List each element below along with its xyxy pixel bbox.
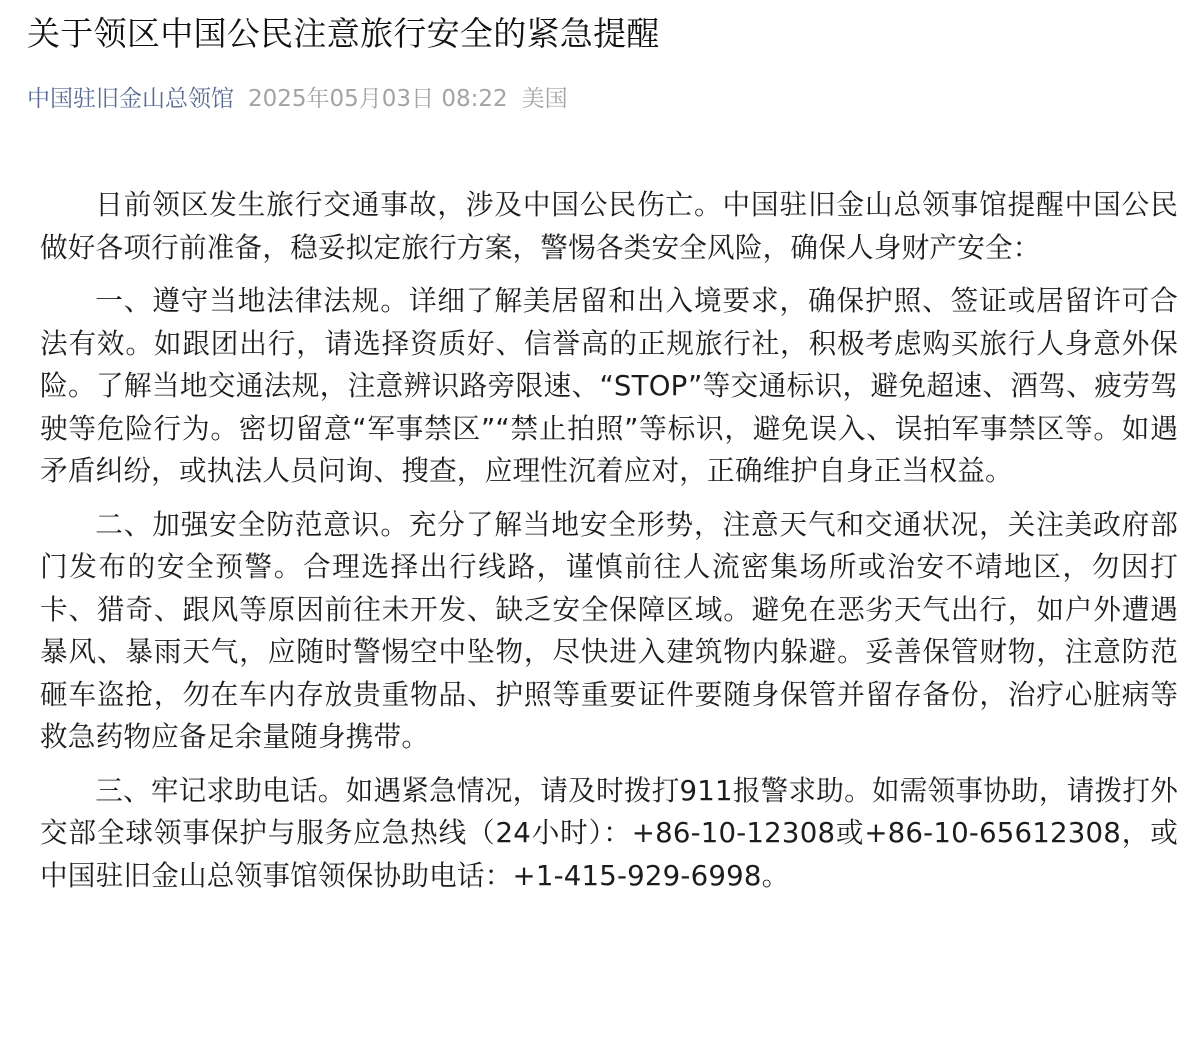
paragraph-hotlines: 三、牢记求助电话。如遇紧急情况，请及时拨打911报警求助。如需领事协助，请拨打外交部全球领事保护与服务应急热线（24小时）：+86-10-12308或+86-10-65612308，或中国驻旧金山总领事馆领保协助电话：+1-415-929-6998。 [40, 773, 1178, 892]
paragraph-safety: 二、加强安全防范意识。充分了解当地安全形势，注意天气和交通状况，关注美政府部门发布的安全预警。合理选择出行线路，谨慎前往人流密集场所或治安不靖地区，勿因打卡、猎奇、跟风等原因前往未开发、缺乏安全保障区域。避免在恶劣天气出行，如户外遭遇暴风、暴雨天气，应随时警惕空中坠物，尽快进入建筑物内躲避。妥善保管财物，注意防范砸车盗抢，勿在车内存放贵重物品、护照等重要证件要随身保管并留存备份，治疗心脏病等救急药物应备足余量随身携带。 [40, 507, 1178, 753]
article-meta [27, 82, 568, 116]
paragraph-intro: 日前领区发生旅行交通事故，涉及中国公民伤亡。中国驻旧金山总领事馆提醒中国公民做好各项行前准备，稳妥拟定旅行方案，警惕各类安全风险，确保人身财产安全： [40, 188, 1178, 264]
paragraph-laws: 一、遵守当地法律法规。详细了解美居留和出入境要求，确保护照、签证或居留许可合法有效。如跟团出行，请选择资质好、信誉高的正规旅行社，积极考虑购买旅行人身意外保险。了解当地交通法规，注意辨识路旁限速、“STOP”等交通标识，避免超速、酒驾、疲劳驾驶等危险行为。密切留意“军事禁区”“禁止拍照”等标识，避免误入、误拍军事禁区等。如遇矛盾纠纷，或执法人员问询、搜查，应理性沉着应对，正确维护自身正当权益。 [40, 284, 1178, 487]
source-link[interactable]: 中国驻旧金山总领馆 [27, 86, 234, 112]
location-label: 美国 [521, 86, 568, 112]
article-body [40, 184, 1178, 908]
article-title: 关于领区中国公民注意旅行安全的紧急提醒 [27, 14, 660, 53]
publish-date: 2025年05月03日 08:22 [248, 86, 508, 112]
